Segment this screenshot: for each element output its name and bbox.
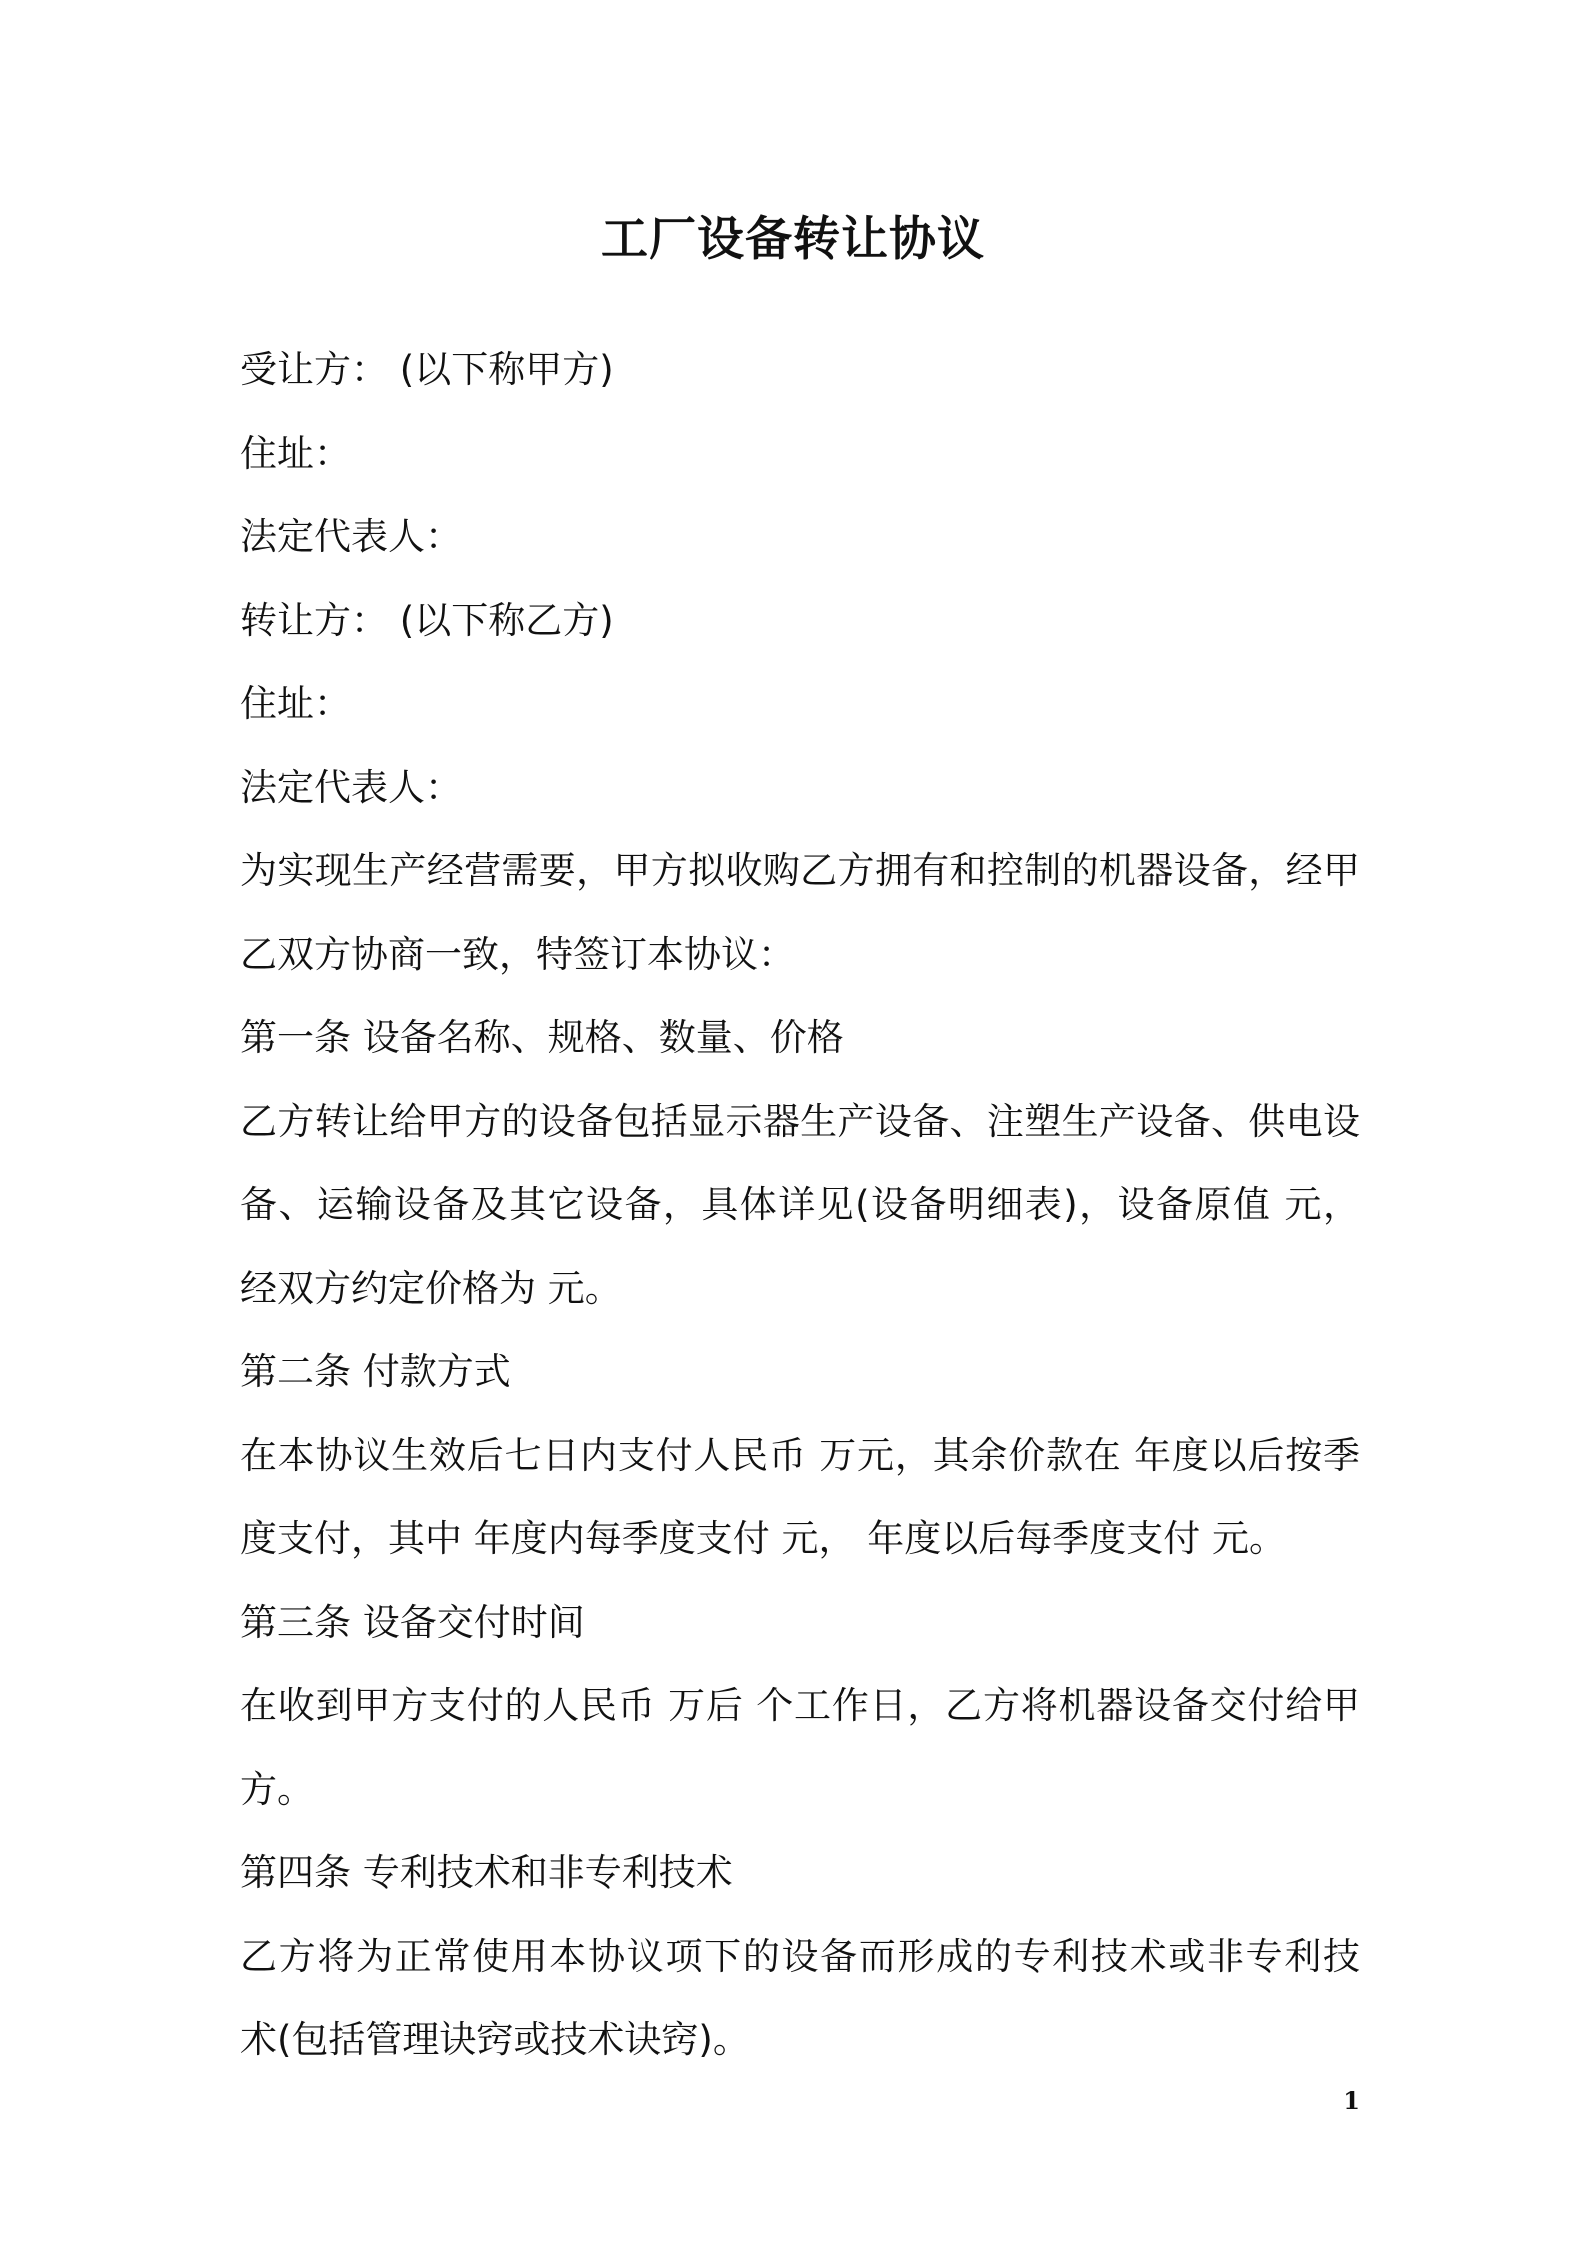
article-1-text-line-3: 经双方约定价格为 元。 bbox=[240, 1266, 622, 1310]
article-1-text-line-1: 乙方转让给甲方的设备包括显示器生产设备、注塑生产设备、供电设 bbox=[240, 1099, 1360, 1143]
document-title: 工厂设备转让协议 bbox=[601, 212, 985, 267]
transferee-representative-line: 法定代表人： bbox=[240, 515, 462, 558]
transferee-line: 受让方： (以下称甲方) bbox=[240, 348, 614, 391]
article-3-text-line-2: 方。 bbox=[240, 1767, 314, 1811]
article-1-text-line-2: 备、运输设备及其它设备，具体详见(设备明细表)，设备原值 元， bbox=[240, 1183, 1360, 1226]
article-4-heading: 第四条 专利技术和非专利技术 bbox=[240, 1851, 733, 1894]
article-1-heading: 第一条 设备名称、规格、数量、价格 bbox=[240, 1016, 844, 1059]
transferor-line: 转让方： (以下称乙方) bbox=[240, 598, 614, 642]
article-4-text-line-2: 术(包括管理诀窍或技术诀窍)。 bbox=[240, 2018, 750, 2061]
article-2-text-line-1: 在本协议生效后七日内支付人民币 万元，其余价款在 年度以后按季 bbox=[240, 1433, 1360, 1477]
article-2-text-line-2: 度支付，其中 年度内每季度支付 元， 年度以后每季度支付 元。 bbox=[240, 1517, 1287, 1560]
article-4-text-line-1: 乙方将为正常使用本协议项下的设备而形成的专利技术或非专利技 bbox=[240, 1934, 1360, 1978]
article-2-heading: 第二条 付款方式 bbox=[240, 1350, 511, 1393]
article-3-heading: 第三条 设备交付时间 bbox=[240, 1600, 585, 1644]
transferee-address-line: 住址： bbox=[240, 431, 351, 475]
transferor-address-line: 住址： bbox=[240, 682, 351, 725]
preamble-line-1: 为实现生产经营需要，甲方拟收购乙方拥有和控制的机器设备，经甲 bbox=[240, 849, 1360, 892]
transferor-representative-line: 法定代表人： bbox=[240, 765, 462, 809]
preamble-line-2: 乙双方协商一致，特签订本协议： bbox=[240, 932, 795, 976]
agreement-body bbox=[240, 328, 1360, 2082]
article-3-text-line-1: 在收到甲方支付的人民币 万后 个工作日，乙方将机器设备交付给甲 bbox=[240, 1684, 1360, 1727]
page-number: 1 bbox=[1343, 2086, 1360, 2115]
